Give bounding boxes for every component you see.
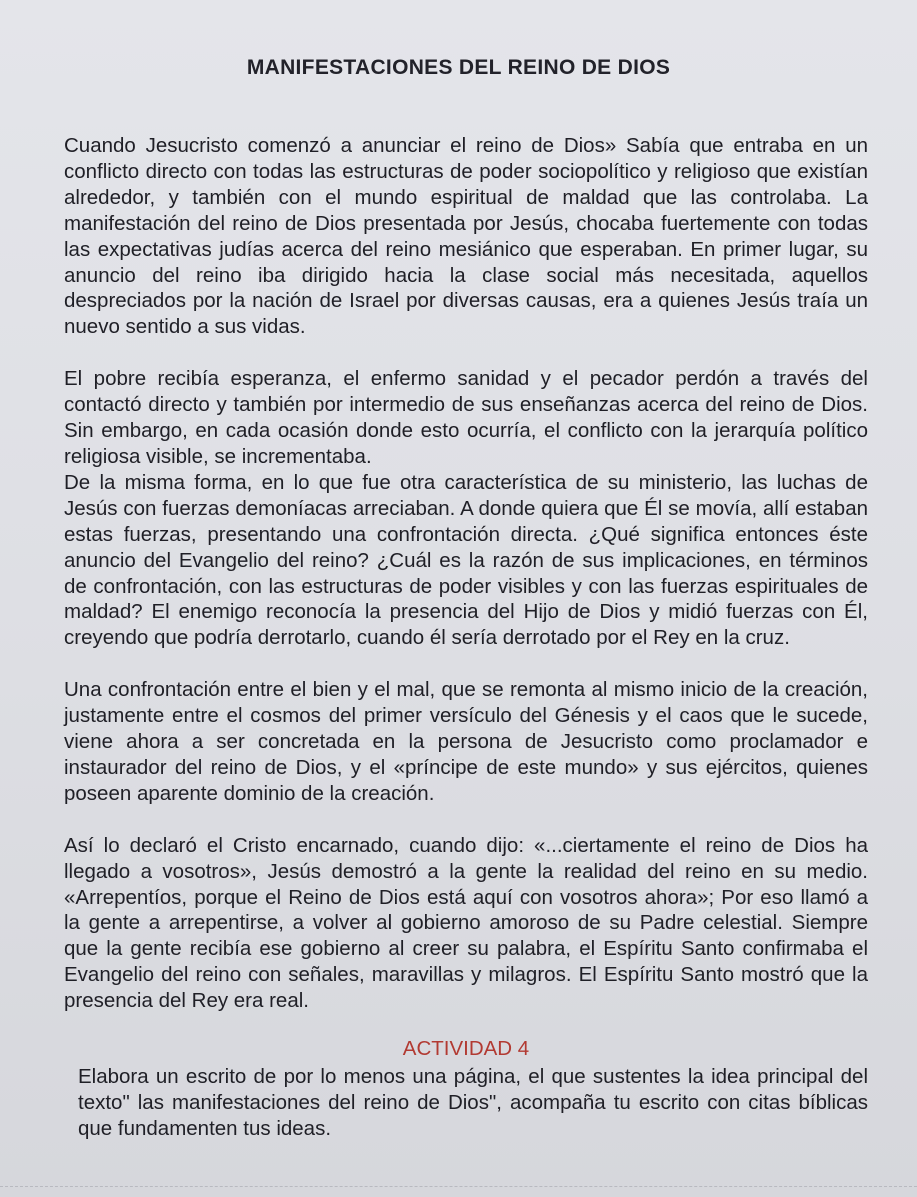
paragraph-intro: Cuando Jesucristo comenzó a anunciar el reino de Dios» Sabía que entraba en un conflicto directo con todas las estructuras de poder sociopolítico y religioso que existían alrededor, y también con el mundo espiritual de maldad que las controlaba. La manifestación del reino de Dios presentada por Jesús, chocaba fuertemente con todas las expectativas judías acerca del reino mesiánico que esperaban. En primer lugar, su anuncio del reino iba dirigido hacia la clase social más necesitada, aquellos despreciados por la nación de Israel por diversas causas, era a quienes Jesús traía un nuevo sentido a sus vidas. — [64, 134, 868, 339]
paragraph-creation: Una confrontación entre el bien y el mal, que se remonta al mismo inicio de la creación, justamente entre el cosmos del primer versículo del Génesis y el caos que le sucede, viene ahora a ser concretada en la persona de Jesucristo como proclamador e instaurador del reino de Dios, y el «príncipe de este mundo» y sus ejércitos, quienes poseen aparente dominio de la creación. — [64, 678, 868, 805]
activity-instructions: Elabora un escrito de por lo menos una página, el que sustentes la idea principal del texto" las manifestaciones del reino de Dios", acompaña tu escrito con citas bíblicas que fundamenten tus ideas. — [78, 1065, 868, 1140]
paragraph-declaration: Así lo declaró el Cristo encarnado, cuando dijo: «...ciertamente el reino de Dios ha llegado a vosotros», Jesús demostró a la gente la realidad del reino en su medio. «Arrepentíos, porque el Reino de Dios está aquí con vosotros ahora»; Por eso llamó a la gente a arrepentirse, a volver al gobierno amoroso de su Padre celestial. Siempre que la gente recibía ese gobierno al creer su palabra, el Espíritu Santo confirmaba el Evangelio del reino con señales, maravillas y milagros. El Espíritu Santo mostró que la presencia del Rey era real. — [64, 833, 868, 1013]
document-body — [64, 133, 868, 1142]
page-bottom-divider — [0, 1186, 917, 1191]
paragraph-hope: El pobre recibía esperanza, el enfermo sanidad y el pecador perdón a través del contactó directo y también por intermedio de sus enseñanzas acerca del reino de Dios. Sin embargo, en cada ocasión donde esto ocurría, el conflicto con la jerarquía político religiosa visible, se incrementaba. — [64, 367, 868, 468]
activity-heading: ACTIVIDAD 4 — [402, 1037, 530, 1061]
document-title: MANIFESTACIONES DEL REINO DE DIOS — [246, 56, 671, 79]
paragraph-confrontation: De la misma forma, en lo que fue otra característica de su ministerio, las luchas de Jesús con fuerzas demoníacas arreciaban. A donde quiera que Él se movía, allí estaban estas fuerzas, presentando una confrontación directa. ¿Qué significa entonces éste anuncio del Evangelio del reino? ¿Cuál es la razón de sus implicaciones, en términos de confrontación, con las estructuras de poder visibles y con las fuerzas espirituales de maldad? El enemigo reconocía la presencia del Hijo de Dios y midió fuerzas con Él, creyendo que podría derrotarlo, cuando él sería derrotado por el Rey en la cruz. — [64, 470, 868, 650]
